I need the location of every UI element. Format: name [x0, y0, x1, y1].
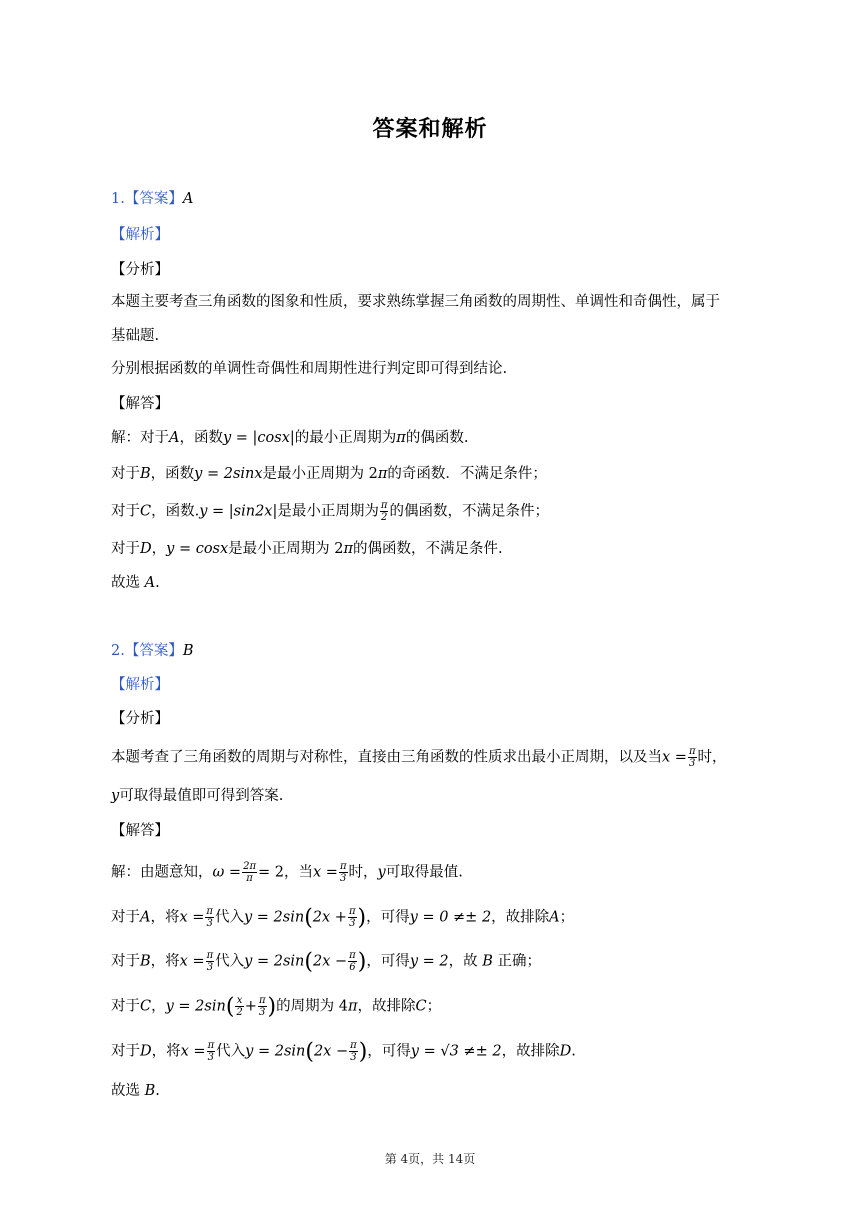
q2-jiexi-label: 【解析】	[111, 677, 169, 693]
q1-analysis-3: 分别根据函数的单调性奇偶性和周期性进行判定即可得到结论.	[111, 361, 508, 377]
q1-solution-4: 对于D，y = cosx是最小正周期为 2π的偶函数，不满足条件.	[111, 541, 503, 557]
q1-fenxi-label: 【分析】	[111, 262, 169, 278]
q1-jiexi-label: 【解析】	[111, 227, 169, 243]
q2-fenxi-label: 【分析】	[111, 711, 169, 727]
fraction: $\frac{\pi}{3}$	[339, 861, 347, 884]
q2-jieda-label: 【解答】	[111, 823, 169, 839]
q2-answer: B	[182, 643, 194, 659]
q2-solution-3: 对于B，将x = $\frac{\pi}{3}$ 代入y = 2sin(2x − $\frac{\pi}{6}$ )，可得y = 2，故 B 正确；	[111, 949, 541, 975]
q1-solution-2: 对于B，函数y = 2sinx是最小正周期为 2π的奇函数．不满足条件；	[111, 466, 547, 482]
fraction: $\frac{\pi}{2}$	[380, 500, 388, 523]
q1-solution-3: 对于C，函数.y = |sin2x|是最小正周期为 $\frac{\pi}{2}$ 的偶函数，不满足条件；	[111, 500, 549, 523]
q1-analysis-2: 基础题.	[111, 328, 160, 344]
q2-solution-2: 对于A，将x = $\frac{\pi}{3}$ 代入y = 2sin(2x + $\frac{\pi}{3}$ )，可得y = 0 ≠± 2，故排除A；	[111, 905, 575, 931]
q2-solution-4: 对于C，y = 2sin( $\frac{x}{2}$ + $\frac{\pi}{3}$ )的周期为 4π，故排除C；	[111, 994, 442, 1020]
q1-answer: A	[182, 191, 194, 207]
q2-number: 2.	[111, 643, 125, 659]
q1-analysis-1: 本题主要考查三角函数的图象和性质，要求熟练掌握三角函数的周期性、单调性和奇偶性，属于	[111, 294, 720, 310]
q2-solution-1: 解：由题意知，ω = $\frac{2\pi}{\pi}$ = 2，当x = $\frac{\pi}{3}$ 时，y可取得最值.	[111, 861, 463, 884]
q2-solution-5: 对于D，将x = $\frac{\pi}{3}$ 代入y = 2sin(2x − $\frac{\pi}{3}$ )，可得y = √3 ≠± 2，故排除D.	[111, 1039, 576, 1065]
page-title: 答案和解析	[372, 117, 488, 142]
q2-answer-tag: 【答案】	[124, 643, 183, 659]
fraction: $\frac{2\pi}{\pi}$	[243, 861, 257, 884]
page-footer: 第 4页，共 14页	[384, 1152, 476, 1166]
q1-answer-tag: 【答案】	[124, 191, 183, 207]
q2-analysis-2: y可取得最值即可得到答案.	[111, 788, 284, 804]
q1-conclusion: 故选 A.	[111, 575, 160, 591]
fraction: $\frac{\pi}{3}$	[688, 746, 696, 769]
q2-conclusion: 故选 B.	[111, 1083, 160, 1099]
q1-jieda-label: 【解答】	[111, 396, 169, 412]
q1-number: 1.	[111, 191, 125, 207]
q1-answer-line	[111, 189, 193, 209]
q1-solution-1: 解：对于A，函数y = |cosx|的最小正周期为π的偶函数.	[111, 430, 469, 446]
q2-analysis-1: 本题考查了三角函数的周期与对称性，直接由三角函数的性质求出最小正周期，以及当x = $\frac{\pi}{3}$ 时，	[111, 746, 727, 769]
q2-answer-line	[111, 641, 194, 661]
